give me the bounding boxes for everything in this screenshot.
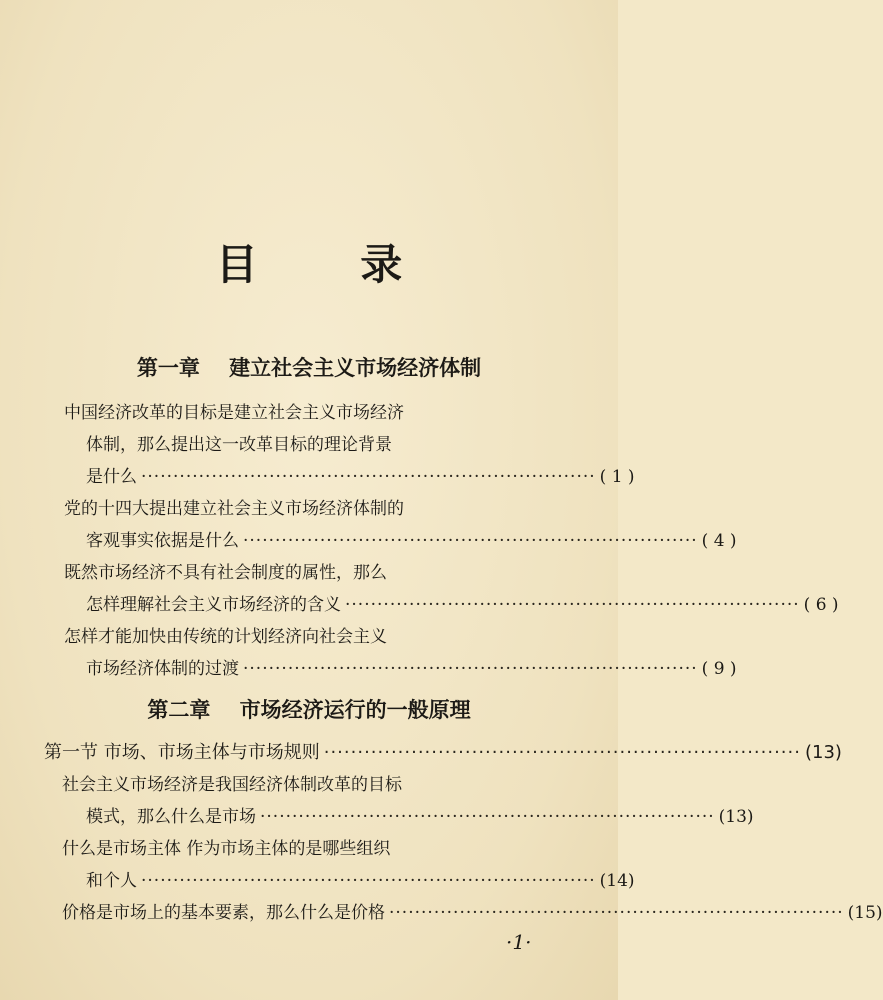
- page-number: (13): [804, 742, 842, 763]
- page-number: ( 9 ): [701, 659, 737, 679]
- toc-entry-text: 模式，那么什么是市场: [86, 807, 256, 827]
- toc-entry-line: [64, 398, 584, 428]
- toc-entry-text: 社会主义市场经济是我国经济体制改革的目标: [62, 775, 402, 795]
- leader-dots: ·······································································: [243, 659, 698, 679]
- toc-entry-line[interactable]: [86, 526, 737, 556]
- section-entry[interactable]: [44, 738, 842, 768]
- chapter-1-heading: 第一章 建立社会主义市场经济体制: [136, 356, 482, 380]
- page-folio: ·1·: [506, 930, 532, 954]
- toc-entry-line: [64, 558, 584, 588]
- toc-entry-line: [86, 430, 584, 460]
- page-number: (13): [718, 807, 754, 827]
- leader-dots: ·······································································: [345, 595, 800, 615]
- toc-entry-text: 客观事实依据是什么: [86, 531, 239, 551]
- page-number: ( 4 ): [701, 531, 737, 551]
- toc-entry-text: 党的十四大提出建立社会主义市场经济体制的: [64, 499, 404, 519]
- leader-dots: ·······································································: [243, 531, 698, 551]
- page-number: (15): [847, 903, 883, 923]
- leader-dots: ·······································································: [260, 807, 715, 827]
- leader-dots: ·······································································: [323, 742, 801, 763]
- toc-entry-line: [62, 834, 584, 864]
- page-number: ( 6 ): [803, 595, 839, 615]
- toc-entry-text: 价格是市场上的基本要素，那么什么是价格: [62, 903, 385, 923]
- toc-entry-text: 怎样才能加快由传统的计划经济向社会主义: [64, 627, 387, 647]
- toc-entry-line[interactable]: [86, 866, 635, 896]
- page-number: (14): [599, 871, 635, 891]
- toc-entry-text: 既然市场经济不具有社会制度的属性，那么: [64, 563, 387, 583]
- leader-dots: ·······································································: [141, 871, 596, 891]
- toc-entry-text: 怎样理解社会主义市场经济的含义: [86, 595, 341, 615]
- toc-entry-line: [64, 622, 584, 652]
- toc-entry-line[interactable]: [86, 462, 635, 492]
- toc-entry-text: 中国经济改革的目标是建立社会主义市场经济: [64, 403, 404, 423]
- toc-entry-line[interactable]: [86, 654, 737, 684]
- leader-dots: ·······································································: [389, 903, 844, 923]
- toc-entry-text: 和个人: [86, 871, 137, 891]
- leader-dots: ·······································································: [141, 467, 596, 487]
- toc-entry-text: 什么是市场主体 作为市场主体的是哪些组织: [62, 839, 391, 859]
- toc-title: 目 录: [215, 240, 447, 289]
- page-number: ( 1 ): [599, 467, 635, 487]
- toc-entry-line: [64, 494, 584, 524]
- toc-entry-line: [62, 770, 584, 800]
- toc-entry-text: 市场经济体制的过渡: [86, 659, 239, 679]
- toc-entry-line[interactable]: [86, 802, 754, 832]
- toc-entry-line[interactable]: [62, 898, 883, 928]
- chapter-2-heading: 第二章 市场经济运行的一般原理: [147, 698, 471, 722]
- section-title: 第一节 市场、市场主体与市场规则: [44, 742, 320, 763]
- toc-entry-text: 体制，那么提出这一改革目标的理论背景: [86, 435, 392, 455]
- toc-entry-line[interactable]: [86, 590, 839, 620]
- toc-entry-text: 是什么: [86, 467, 137, 487]
